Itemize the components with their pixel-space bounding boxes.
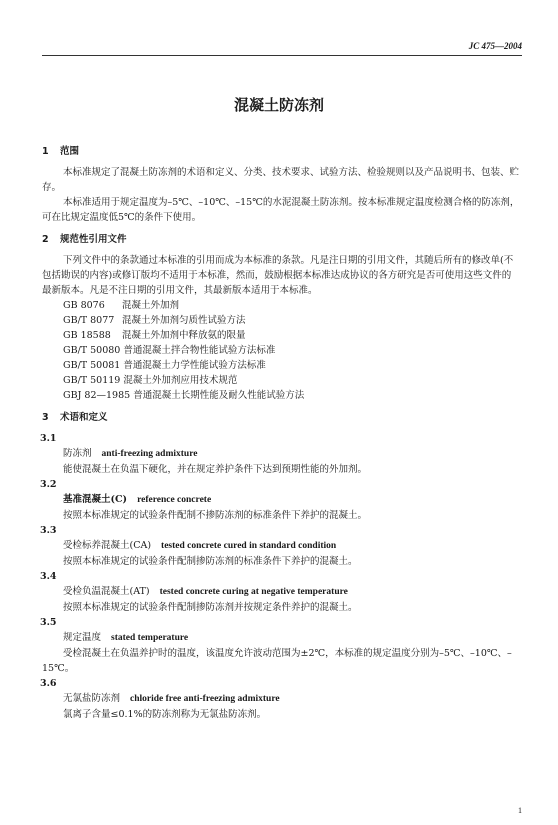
reference-item (63, 328, 520, 343)
term-zh: 受检负温混凝土(AT) (63, 586, 150, 597)
standard-code: JC 475—2004 (468, 41, 522, 51)
term-definition: 按照本标准规定的试验条件配制掺防冻剂的标准条件下养护的混凝土。 (63, 556, 358, 567)
reference-item (63, 373, 520, 388)
reference-list (42, 298, 520, 403)
term-name (42, 538, 520, 554)
section-heading-1 (42, 144, 520, 159)
header-rule (42, 55, 522, 56)
term-en: chloride free anti-freezing admixture (130, 694, 280, 704)
term-name (42, 630, 520, 646)
references-paragraph: 下列文件中的条款通过本标准的引用而成为本标准的条款。凡是注日期的引用文件，其随后所有的修改单(不包括勘误的内容)或修订版均不适用于本标准，然而，鼓励根据本标准达成协议的各方研究是否可使用这些文件的最新版本。凡是不注日期的引用文件，其最新版本适用于本标准。 (42, 255, 514, 296)
section-title: 术语和定义 (60, 412, 108, 423)
term-name (42, 691, 520, 707)
term-entry (42, 615, 520, 676)
reference-name: 普通混凝土力学性能试验方法标准 (123, 360, 266, 371)
term-entry (42, 676, 520, 722)
term-zh: 无氯盐防冻剂 (63, 693, 121, 704)
reference-item (63, 358, 520, 373)
reference-item (63, 343, 520, 358)
section-number: 3 (42, 412, 49, 423)
term-number: 3.6 (40, 678, 57, 689)
scope-paragraph-2: 本标准适用于规定温度为–5℃、–10℃、–15℃的水泥混凝土防冻剂。按本标准规定温度检测合格的防冻剂，可在比规定温度低5℃的条件下使用。 (42, 197, 520, 223)
term-definition: 按照本标准规定的试验条件配制不掺防冻剂的标准条件下养护的混凝土。 (63, 510, 368, 521)
term-name (42, 492, 520, 508)
term-entry (42, 523, 520, 569)
reference-name: 混凝土外加剂匀质性试验方法 (122, 315, 246, 326)
page-number: 1 (518, 806, 522, 815)
term-definition: 受检混凝土在负温养护时的温度，该温度允许波动范围为±2℃，本标准的规定温度分别为–5℃、–10℃、–15℃。 (42, 648, 512, 674)
reference-code: GB 18588 (63, 330, 111, 341)
term-number: 3.2 (40, 479, 57, 490)
term-en: tested concrete cured in standard condition (161, 541, 337, 551)
section-heading-2 (42, 232, 520, 247)
reference-name: 普通混凝土长期性能及耐久性能试验方法 (133, 390, 305, 401)
reference-name: 混凝土外加剂应用技术规范 (123, 375, 238, 386)
reference-item (63, 298, 520, 313)
term-zh: 规定温度 (63, 632, 102, 643)
reference-name: 混凝土外加剂 (122, 300, 180, 311)
term-zh: 防冻剂 (63, 448, 92, 459)
section-heading-3 (42, 410, 520, 425)
term-en: stated temperature (111, 633, 189, 643)
term-definition: 能使混凝土在负温下硬化，并在规定养护条件下达到预期性能的外加剂。 (63, 464, 368, 475)
reference-code: GB/T 50080 (63, 345, 121, 356)
reference-code: GBJ 82—1985 (63, 390, 131, 401)
term-number: 3.4 (40, 571, 57, 582)
section-number: 1 (42, 146, 49, 157)
term-number: 3.1 (40, 433, 57, 444)
term-en: tested concrete curing at negative temperature (159, 587, 348, 597)
reference-item (63, 313, 520, 328)
document-title: 混凝土防冻剂 (233, 96, 324, 114)
term-zh: 基准混凝土(C) (63, 494, 128, 505)
term-en: anti-freezing admixture (101, 449, 198, 459)
section-number: 2 (42, 234, 49, 245)
reference-code: GB/T 50119 (63, 375, 121, 386)
term-name (42, 446, 520, 462)
reference-name: 混凝土外加剂中释放氨的限量 (122, 330, 246, 341)
term-en: reference concrete (137, 495, 212, 505)
term-entry (42, 569, 520, 615)
scope-paragraph-1: 本标准规定了混凝土防冻剂的术语和定义、分类、技术要求、试验方法、检验规则以及产品说明书、包装、贮存。 (42, 167, 520, 193)
reference-code: GB 8076 (63, 300, 105, 311)
term-definition: 氯离子含量≤0.1%的防冻剂称为无氯盐防冻剂。 (63, 709, 267, 720)
section-title: 规范性引用文件 (60, 234, 127, 245)
section-title: 范围 (60, 146, 80, 157)
term-entry (42, 431, 520, 477)
reference-item (63, 388, 520, 403)
term-definition: 按照本标准规定的试验条件配制掺防冻剂并按规定条件养护的混凝土。 (63, 602, 358, 613)
term-zh: 受检标养混凝土(CA) (63, 540, 152, 551)
reference-code: GB/T 50081 (63, 360, 121, 371)
term-name (42, 584, 520, 600)
term-number: 3.5 (40, 617, 57, 628)
reference-name: 普通混凝土拌合物性能试验方法标准 (123, 345, 276, 356)
document-body (42, 144, 520, 722)
term-entry (42, 477, 520, 523)
term-number: 3.3 (40, 525, 57, 536)
reference-code: GB/T 8077 (63, 315, 115, 326)
